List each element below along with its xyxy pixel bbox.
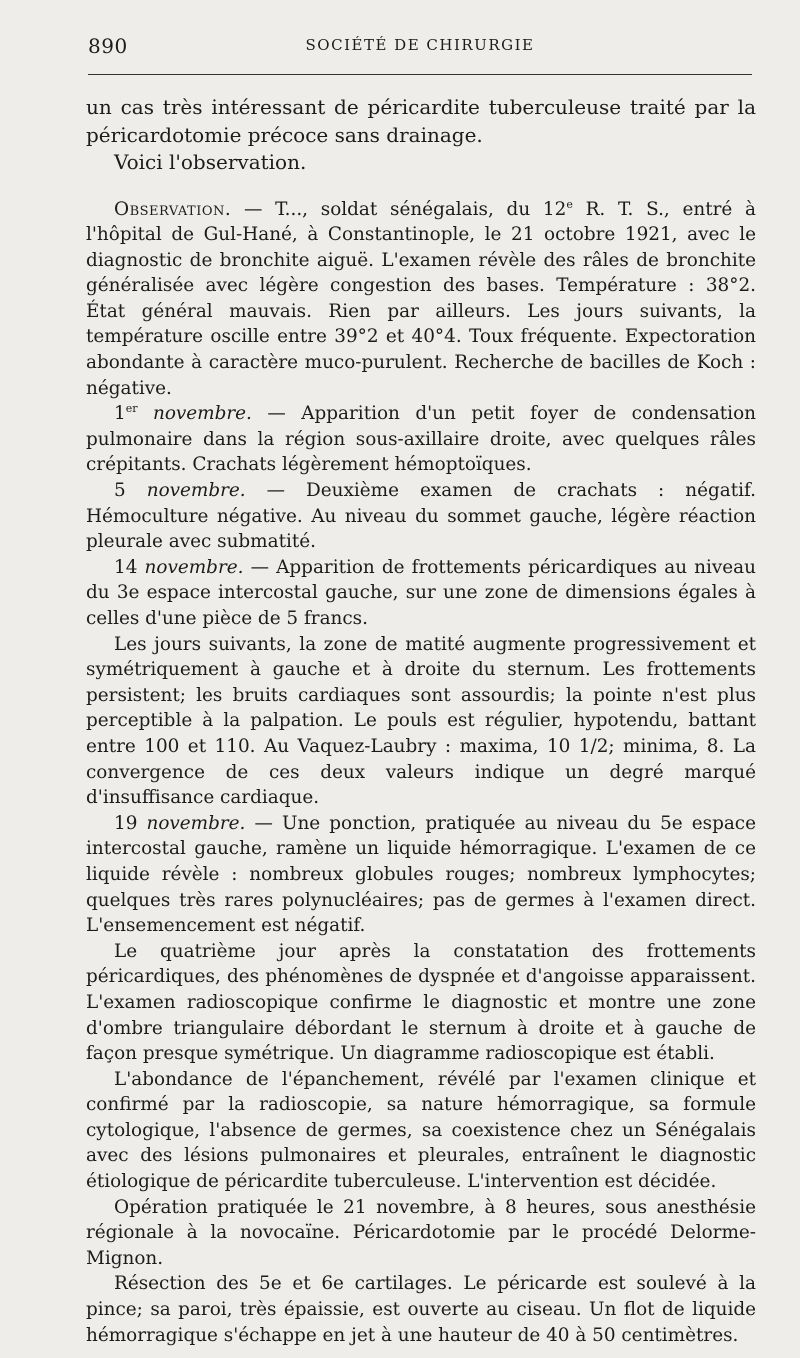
page-header xyxy=(88,34,752,64)
body-paragraph: Résection des 5e et 6e cartilages. Le péricarde est soulevé à la pince; sa paroi, très épaissie, est ouverte au ciseau. Un flot de liquide hémorragique s'échappe en jet à une hauteur de 40 à 50 centimètres. xyxy=(86,1273,756,1346)
observation-lead-sup: e xyxy=(566,197,573,211)
entry-paragraph xyxy=(86,555,756,632)
entry-date-word: novembre. xyxy=(152,403,252,425)
observation-text: R. T. S., entré à l'hôpital de Gul-Hané, à Constantinople, le 21 octobre 1921, avec le diagnostic de bronchite aiguë. L'examen révèle des râles de bronchite généralisée avec légère congestion des bases. Température : 38°2. État général mauvais. Rien par ailleurs. Les jours suivants, la température oscille entre 39°2 et 40°4. Toux fréquente. Expectoration abondante à caractère muco-purulent. Recherche de bacilles de Koch : négative. xyxy=(86,198,756,399)
observation-label: Observation. xyxy=(114,198,232,220)
entry-date-num: 19 xyxy=(114,812,138,834)
body-paragraph: Les jours suivants, la zone de matité augmente progressivement et symétriquement à gauche et à droite du sternum. Les frottements persistent; les bruits cardiaques sont assourdis; la pointe n'est plus perceptible à la palpation. Le pouls est régulier, hypotendu, battant entre 100 et 110. Au Vaquez-Laubry : maxima, 10 1/2; minima, 8. La convergence de ces deux valeurs indique un degré marqué d'insuffisance cardiaque. xyxy=(86,633,756,809)
entry-date-word: novembre. xyxy=(144,556,244,578)
observation-paragraph xyxy=(86,197,756,402)
entry-date-num: 14 xyxy=(114,556,138,578)
intro-paragraph: un cas très intéressant de péricardite tuberculeuse traité par la péricardotomie précoce sans drainage. xyxy=(86,95,756,147)
page-body xyxy=(86,94,756,1348)
entry-text: — Deuxième examen de crachats : négatif. Hémoculture négative. Au niveau du sommet gauche, légère réaction pleurale avec submatité. xyxy=(86,480,756,553)
entry-date-num: 5 xyxy=(114,480,126,502)
header-rule xyxy=(88,74,752,75)
entry-text: — Apparition d'un petit foyer de condensation pulmonaire dans la région sous-axillaire droite, avec quelques râles crépitants. Crachats légèrement hémoptoïques. xyxy=(86,403,756,476)
observation-lead: — T..., soldat sénégalais, du 12 xyxy=(231,198,567,220)
entry-text: — Apparition de frottements péricardiques au niveau du 3e espace intercostal gauche, sur une zone de dimensions égales à celles d'une pièce de 5 francs. xyxy=(86,556,756,629)
entry-date-word: novembre. xyxy=(146,480,246,502)
section-gap xyxy=(86,177,756,197)
entry-date-sup: er xyxy=(125,402,138,416)
body-paragraph: Le quatrième jour après la constatation des frottements péricardiques, des phénomènes de dyspnée et d'angoisse apparaissent. L'examen radioscopique confirme le diagnostic et montre une zone d'ombre triangulaire débordant le sternum à droite et à gauche de façon presque symétrique. Un diagramme radioscopique est établi. xyxy=(86,940,756,1065)
intro-section xyxy=(86,94,756,177)
body-paragraph: L'abondance de l'épanchement, révélé par l'examen clinique et confirmé par la radioscopie, sa nature hémorragique, sa formule cytologique, l'absence de germes, sa coexistence chez un Sénégalais avec des lésions pulmonaires et pleurales, entraînent le diagnostic étiologique de péricardite tuberculeuse. L'intervention est décidée. xyxy=(86,1068,756,1193)
entry-paragraph xyxy=(86,811,756,939)
entry-paragraph xyxy=(86,478,756,555)
entry-text: — Une ponction, pratiquée au niveau du 5e espace intercostal gauche, ramène un liquide hémorragique. L'examen de ce liquide révèle : nombreux globules rouges; nombreux lymphocytes; quelques très rares polynucléaires; pas de germes à l'examen direct. L'ensemencement est négatif. xyxy=(86,812,756,937)
body-paragraph: Opération pratiquée le 21 novembre, à 8 heures, sous anesthésie régionale à la novocaïne. Péricardotomie par le procédé Delorme-Mignon. xyxy=(86,1196,756,1269)
entry-paragraph xyxy=(86,401,756,478)
intro-lead: Voici l'observation. xyxy=(114,150,307,174)
page-number: 890 xyxy=(88,34,128,58)
entry-date-num: 1 xyxy=(114,403,126,425)
entry-date-word: novembre. xyxy=(146,812,246,834)
running-title: SOCIÉTÉ DE CHIRURGIE xyxy=(305,36,535,54)
